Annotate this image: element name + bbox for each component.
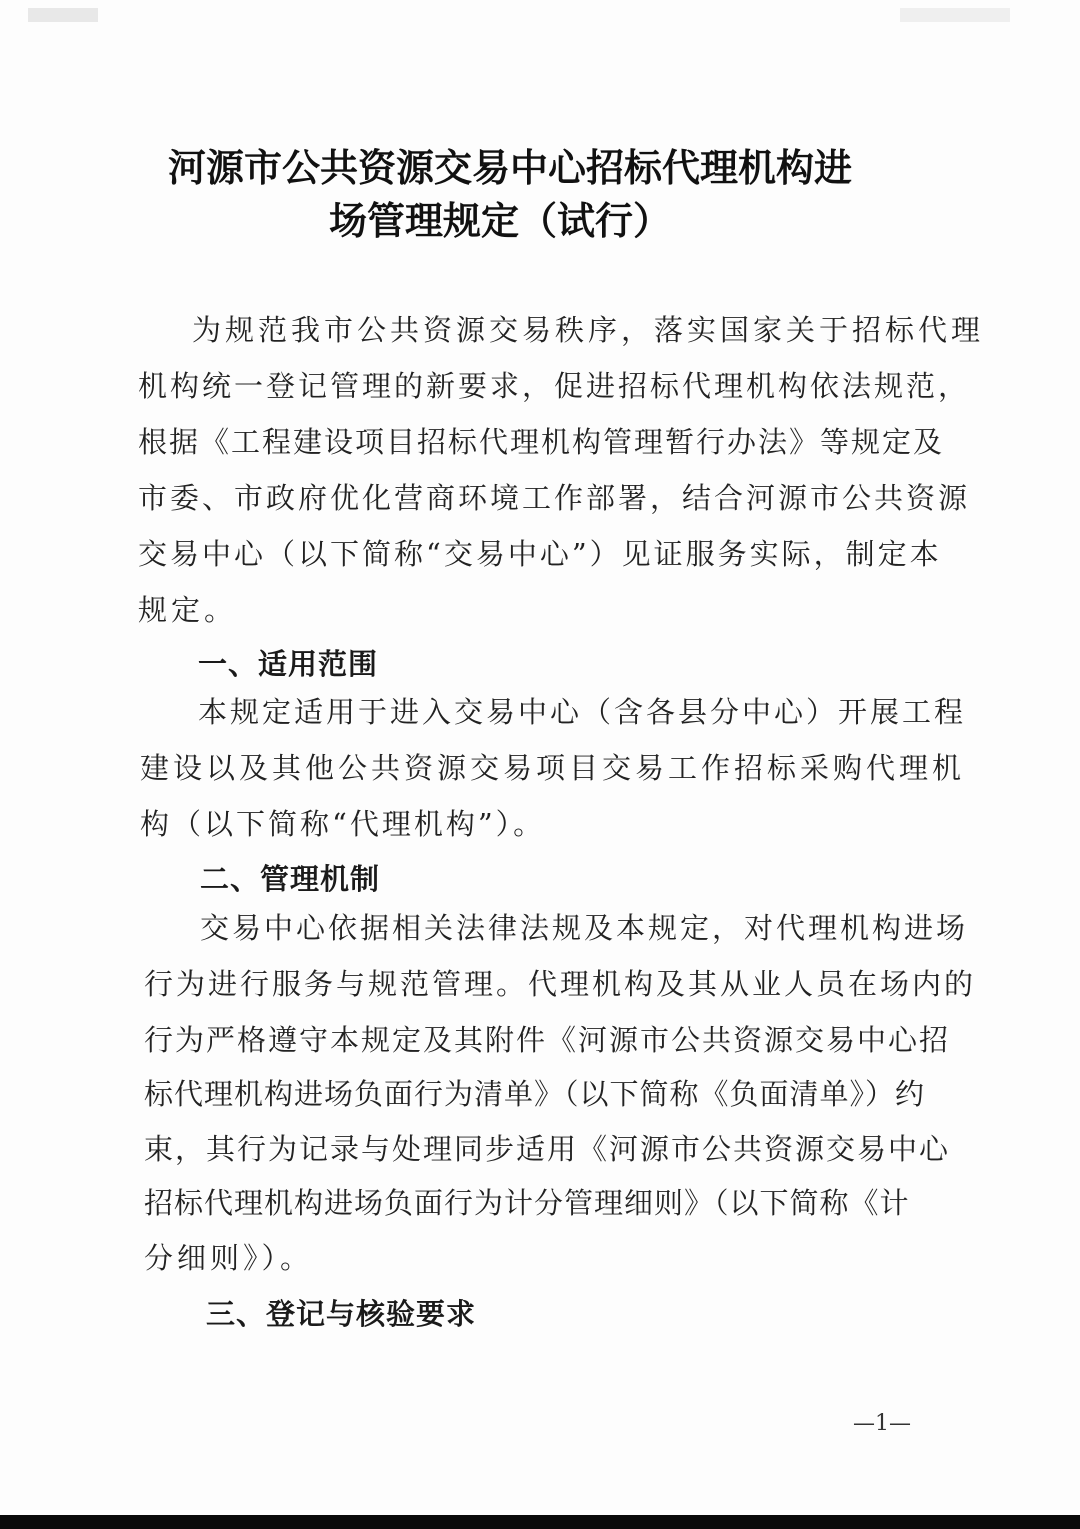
section-line: 交易中心依据相关法律法规及本规定，对代理机构进场: [200, 911, 969, 945]
page-number: —1—: [853, 1411, 911, 1436]
document-title-line-1: 河源市公共资源交易中心招标代理机构进: [167, 146, 852, 190]
document-title-line-2: 场管理规定（试行）: [328, 199, 671, 243]
section-line: 本规定适用于进入交易中心（含各县分中心）开展工程: [198, 695, 967, 729]
intro-line: 为规范我市公共资源交易秩序，落实国家关于招标代理: [192, 313, 985, 347]
section-line: 建设以及其他公共资源交易项目交易工作招标采购代理机: [140, 751, 966, 785]
section-heading-mechanism: 二、管理机制: [200, 862, 381, 896]
scan-bottom-edge: [0, 1515, 1080, 1529]
intro-line: 机构统一登记管理的新要求，促进招标代理机构依法规范，: [138, 369, 971, 403]
section-line: 构（以下简称“代理机构”）。: [140, 807, 546, 841]
section-heading-registration: 三、登记与核验要求: [206, 1297, 477, 1331]
scan-artifact: [28, 8, 98, 22]
intro-line: 根据《工程建设项目招标代理机构管理暂行办法》等规定及: [138, 425, 945, 459]
section-line: 束，其行为记录与处理同步适用《河源市公共资源交易中心: [144, 1132, 951, 1166]
section-line: 行为严格遵守本规定及其附件《河源市公共资源交易中心招: [144, 1023, 951, 1057]
section-line: 标代理机构进场负面行为清单》（以下简称《负面清单》）约: [144, 1077, 926, 1111]
section-heading-scope: 一、适用范围: [198, 647, 379, 681]
section-line: 招标代理机构进场负面行为计分管理细则》（以下简称《计: [144, 1186, 910, 1220]
intro-line: 市委、市政府优化营商环境工作部署，结合河源市公共资源: [138, 481, 971, 515]
section-line: 分细则》）。: [144, 1241, 314, 1275]
scan-artifact: [900, 8, 1010, 22]
intro-line: 交易中心（以下简称“交易中心”）见证服务实际，制定本: [138, 537, 942, 571]
intro-line: 规定。: [138, 593, 238, 627]
section-line: 行为进行服务与规范管理。代理机构及其从业人员在场内的: [144, 967, 977, 1001]
